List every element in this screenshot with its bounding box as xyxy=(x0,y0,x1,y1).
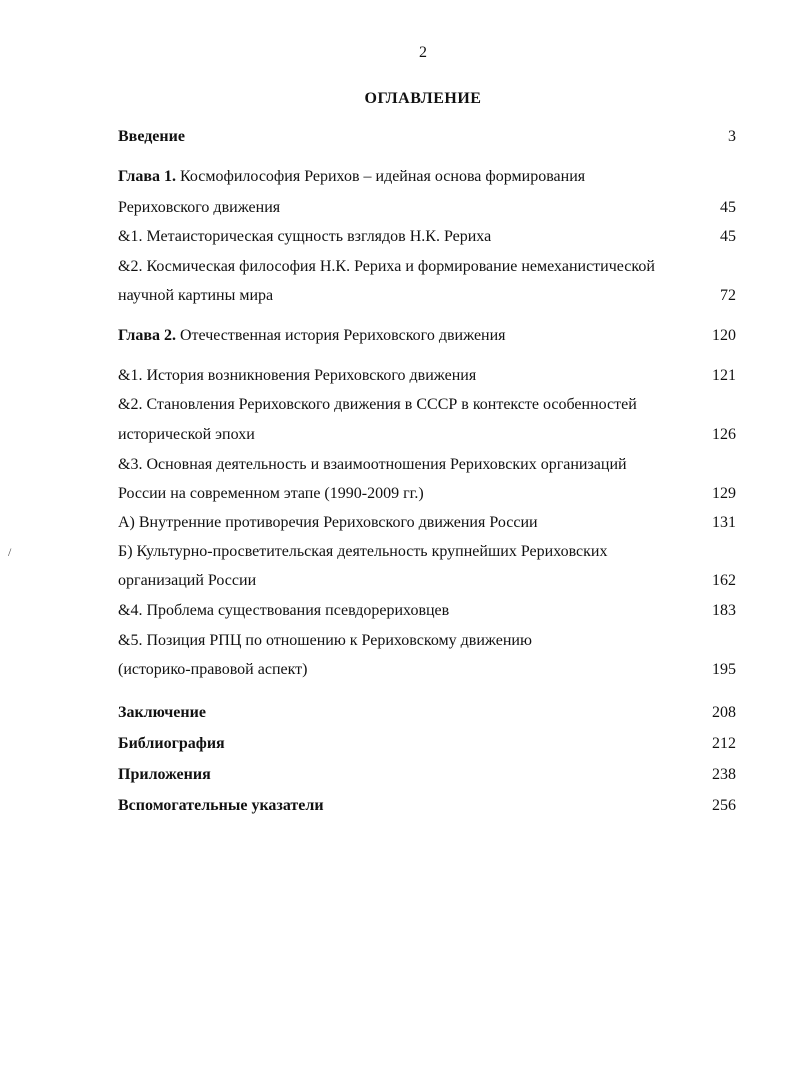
toc-label: Рериховского движения xyxy=(118,199,281,216)
toc-label: научной картины мира xyxy=(118,287,274,304)
margin-mark: / xyxy=(8,545,12,559)
chapter-number: Глава 1. xyxy=(118,168,176,185)
toc-label: (историко-правовой аспект) xyxy=(118,661,308,678)
toc-entry-bibliography[interactable] xyxy=(118,733,736,755)
toc-entry-s22-line1[interactable] xyxy=(118,394,736,416)
toc-page: 238 xyxy=(710,764,736,786)
toc-label xyxy=(118,166,587,188)
toc-entry-s22-line2[interactable] xyxy=(118,424,736,446)
toc-label: Вспомогательные указатели xyxy=(118,797,324,814)
toc-entry-s12-line2[interactable] xyxy=(118,285,736,307)
toc-label: &2. Космическая философия Н.К. Рериха и формирование немеханистической xyxy=(118,258,655,275)
toc-entry-s23-line1[interactable] xyxy=(118,454,736,476)
toc-page: 3 xyxy=(726,126,736,148)
toc-page: 126 xyxy=(710,424,736,446)
toc-page: 195 xyxy=(710,659,736,681)
toc-label: исторической эпохи xyxy=(118,426,255,443)
toc-title: ОГЛАВЛЕНИЕ xyxy=(364,90,482,107)
toc-label: &3. Основная деятельность и взаимоотношения Рериховских организаций xyxy=(118,456,627,473)
page-number: 2 xyxy=(419,44,427,61)
toc-label: Заключение xyxy=(118,704,206,721)
toc-label: &1. Метаисторическая сущность взглядов Н.К. Рериха xyxy=(118,228,492,245)
toc-label: &5. Позиция РПЦ по отношению к Рериховскому движению xyxy=(118,632,532,649)
toc-label: Приложения xyxy=(118,766,211,783)
toc-page: 120 xyxy=(710,325,736,347)
toc-entry-indexes[interactable] xyxy=(118,795,736,817)
toc-entry-s23b-line1[interactable] xyxy=(118,541,736,563)
toc-entry-conclusion[interactable] xyxy=(118,702,736,724)
toc-entry-ch1-line2[interactable] xyxy=(118,197,736,219)
toc-page: 256 xyxy=(710,795,736,817)
toc-entry-s12-line1[interactable] xyxy=(118,256,736,278)
toc-label: &1. История возникновения Рериховского движения xyxy=(118,367,477,384)
toc-entry-s23b-line2[interactable] xyxy=(118,570,736,592)
toc-entry-s24[interactable] xyxy=(118,600,736,622)
toc-entry-appendices[interactable] xyxy=(118,764,736,786)
toc-page: 129 xyxy=(710,483,736,505)
toc-entry-ch2[interactable] xyxy=(118,325,736,347)
toc-entry-s25-line2[interactable] xyxy=(118,659,736,681)
toc-page: 45 xyxy=(718,226,736,248)
toc-page: 45 xyxy=(718,197,736,219)
toc-label: &2. Становления Рериховского движения в СССР в контексте особенностей xyxy=(118,396,637,413)
toc-entry-s11[interactable] xyxy=(118,226,736,248)
toc-label: Введение xyxy=(118,128,185,145)
toc-label: А) Внутренние противоречия Рериховского движения России xyxy=(118,514,538,531)
toc-entry-s23-line2[interactable] xyxy=(118,483,736,505)
toc-label xyxy=(118,325,508,347)
toc-entry-s25-line1[interactable] xyxy=(118,630,736,652)
toc-page: 72 xyxy=(718,285,736,307)
toc-label: Б) Культурно-просветительская деятельность крупнейших Рериховских xyxy=(118,543,608,560)
toc-entry-ch1-line1[interactable] xyxy=(118,166,736,188)
toc-label: России на современном этапе (1990-2009 гг.) xyxy=(118,485,424,502)
toc-label: Библиография xyxy=(118,735,225,752)
toc-label: &4. Проблема существования псевдорериховцев xyxy=(118,602,450,619)
chapter-number: Глава 2. xyxy=(118,327,176,344)
toc-page: 208 xyxy=(710,702,736,724)
toc-page: 131 xyxy=(710,512,736,534)
toc-page: 162 xyxy=(710,570,736,592)
chapter-title: Отечественная история Рериховского движения xyxy=(180,327,506,344)
toc-entry-s21[interactable] xyxy=(118,365,736,387)
toc-entry-s23a[interactable] xyxy=(118,512,736,534)
chapter-title: Космофилософия Рерихов – идейная основа формирования xyxy=(180,168,586,185)
toc-page: 183 xyxy=(710,600,736,622)
toc-page: 121 xyxy=(710,365,736,387)
toc-entry-intro[interactable] xyxy=(118,126,736,148)
toc-page: 212 xyxy=(710,733,736,755)
toc-label: организаций России xyxy=(118,572,257,589)
